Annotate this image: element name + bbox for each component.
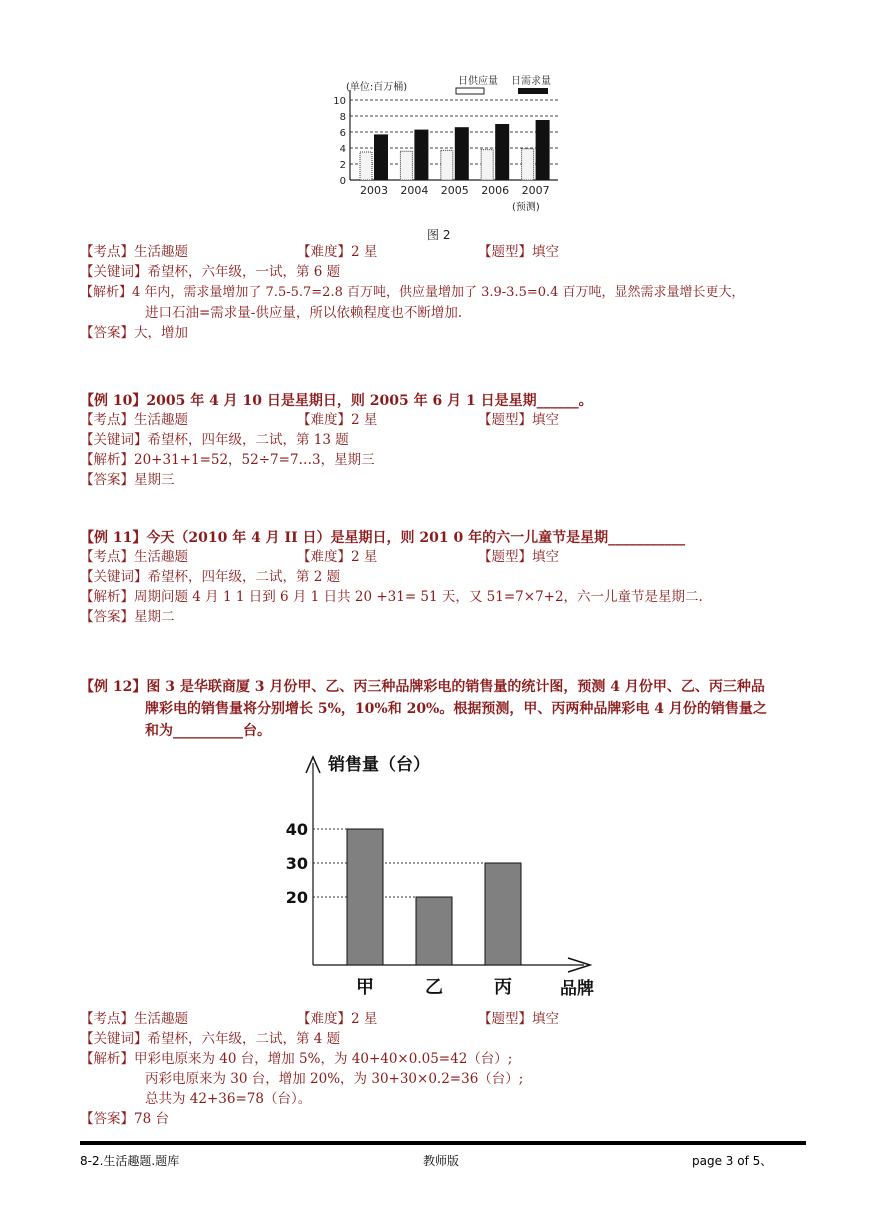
ex10-tixing: 【题型】填空 — [478, 412, 559, 428]
footer-center: 教师版 — [423, 1154, 460, 1168]
fig2-bar-supply — [441, 150, 453, 180]
ex12-jiexi-3: 总共为 42+36=78（台）。 — [145, 1091, 312, 1107]
fig2-legend-supply: 日供应量 — [458, 76, 498, 87]
fig2-bar-supply — [522, 149, 534, 180]
fig2-ytick-label: 0 — [339, 176, 346, 187]
ex12-kaodian: 【考点】生活趣题 — [80, 1011, 188, 1027]
fig2-bar-supply — [360, 152, 372, 180]
fig2-unit-label: (单位:百万桶) — [346, 82, 408, 93]
ex11-keywords: 【关键词】希望杯，四年级，二试，第 2 题 — [80, 569, 341, 585]
ex12-daan: 【答案】78 台 — [80, 1111, 169, 1127]
fig3-xtick-label: 丙 — [494, 977, 512, 998]
fig2-bar-demand — [414, 130, 428, 180]
ex11-tixing: 【题型】填空 — [478, 549, 559, 565]
fig2-legend-demand-swatch — [518, 88, 548, 94]
ex12-question-line-2: 牌彩电的销售量将分别增长 5%，10%和 20%。根据预测，甲、丙两种品牌彩电 4 月份的销售量之 — [145, 701, 767, 717]
ex12-nandu: 【难度】2 星 — [297, 1011, 378, 1027]
fig2-bar-demand — [495, 124, 509, 180]
fig2-forecast-note: (预测) — [512, 202, 540, 213]
fig3-bar — [485, 863, 521, 965]
ex10-kaodian: 【考点】生活趣题 — [80, 412, 188, 428]
footer-right: page 3 of 5、 — [692, 1154, 773, 1168]
fig2-ytick-label: 6 — [339, 128, 346, 139]
ex11-kaodian: 【考点】生活趣题 — [80, 549, 188, 565]
fig3-ytick-label: 20 — [285, 888, 308, 907]
fig3-bar — [347, 829, 383, 965]
fig2-bar-demand — [374, 134, 388, 180]
footer-left: 8-2.生活趣题.题库 — [80, 1154, 180, 1168]
figure-2-chart — [318, 68, 568, 218]
ex9-jiexi-1: 【解析】4 年内，需求量增加了 7.5-5.7=2.8 百万吨，供应量增加了 3.9-3.5=0.4 百万吨，显然需求量增长更大， — [80, 285, 745, 300]
ex9-daan: 【答案】大，增加 — [80, 325, 188, 341]
fig2-caption: 图 2 — [427, 228, 451, 242]
fig2-bar-demand — [455, 127, 469, 180]
ex10-question: 【例 10】2005 年 4 月 10 日是星期日，则 2005 年 6 月 1 日是星期______。 — [80, 393, 593, 409]
ex11-jiexi: 【解析】周期问题 4 月 1 1 日到 6 月 1 日共 20 +31= 51 天，又 51=7×7+2，六一儿童节是星期二. — [80, 589, 703, 605]
ex9-tixing: 【题型】填空 — [478, 244, 559, 260]
ex12-jiexi-2: 丙彩电原来为 30 台，增加 20%，为 30+30×0.2=36（台）; — [145, 1071, 524, 1087]
fig2-xtick-label: 2007 — [521, 184, 550, 197]
fig3-xtick-label: 甲 — [356, 977, 374, 998]
fig2-bar-supply — [481, 150, 493, 180]
ex12-keywords: 【关键词】希望杯，六年级，二试，第 4 题 — [80, 1031, 341, 1047]
ex12-tixing: 【题型】填空 — [478, 1011, 559, 1027]
fig2-legend-demand: 日需求量 — [511, 76, 551, 87]
ex9-jiexi-2: 进口石油=需求量-供应量，所以依赖程度也不断增加. — [145, 305, 463, 321]
ex10-keywords: 【关键词】希望杯，四年级，二试，第 13 题 — [80, 432, 349, 448]
ex11-question: 【例 11】今天（2010 年 4 月 II 日）是星期日，则 201 0 年的六一儿童节是星期___________ — [80, 530, 686, 546]
ex10-daan: 【答案】星期三 — [80, 472, 175, 488]
fig3-xlabel: 品牌 — [560, 979, 594, 999]
ex12-jiexi-1: 【解析】甲彩电原来为 40 台，增加 5%，为 40+40×0.05=42（台）; — [80, 1051, 513, 1067]
fig2-ytick-label: 2 — [339, 160, 346, 171]
ex11-daan: 【答案】星期二 — [80, 609, 175, 625]
ex9-nandu: 【难度】2 星 — [297, 244, 378, 260]
fig2-xtick-label: 2005 — [440, 184, 469, 197]
fig2-xtick-label: 2003 — [360, 184, 388, 197]
fig3-xtick-label: 乙 — [425, 977, 443, 998]
fig2-ytick-label: 8 — [339, 112, 346, 123]
fig3-ylabel: 销售量（台） — [328, 755, 430, 775]
ex10-jiexi: 【解析】20+31+1=52，52÷7=7…3，星期三 — [80, 452, 375, 468]
fig3-ytick-label: 40 — [285, 820, 308, 839]
footer-rule — [80, 1141, 806, 1145]
ex11-nandu: 【难度】2 星 — [297, 549, 378, 565]
fig2-bar-supply — [400, 151, 412, 180]
fig3-bar — [416, 897, 452, 965]
ex12-question-line-3: 和为__________台。 — [145, 723, 271, 739]
fig2-ytick-label: 10 — [333, 96, 346, 107]
fig3-ytick-label: 30 — [285, 854, 308, 873]
figure-3-chart — [280, 745, 610, 1000]
ex9-kaodian: 【考点】生活趣题 — [80, 244, 188, 260]
fig2-ytick-label: 4 — [339, 144, 346, 155]
fig2-legend-supply-swatch — [456, 88, 484, 94]
ex10-nandu: 【难度】2 星 — [297, 412, 378, 428]
ex12-question-line-1: 【例 12】图 3 是华联商厦 3 月份甲、乙、丙三种品牌彩电的销售量的统计图，预测 4 月份甲、乙、丙三种品 — [80, 679, 765, 695]
fig2-xtick-label: 2004 — [400, 184, 429, 197]
ex9-keywords: 【关键词】希望杯，六年级，一试，第 6 题 — [80, 264, 341, 280]
fig2-xtick-label: 2006 — [481, 184, 510, 197]
fig2-bar-demand — [536, 120, 550, 180]
